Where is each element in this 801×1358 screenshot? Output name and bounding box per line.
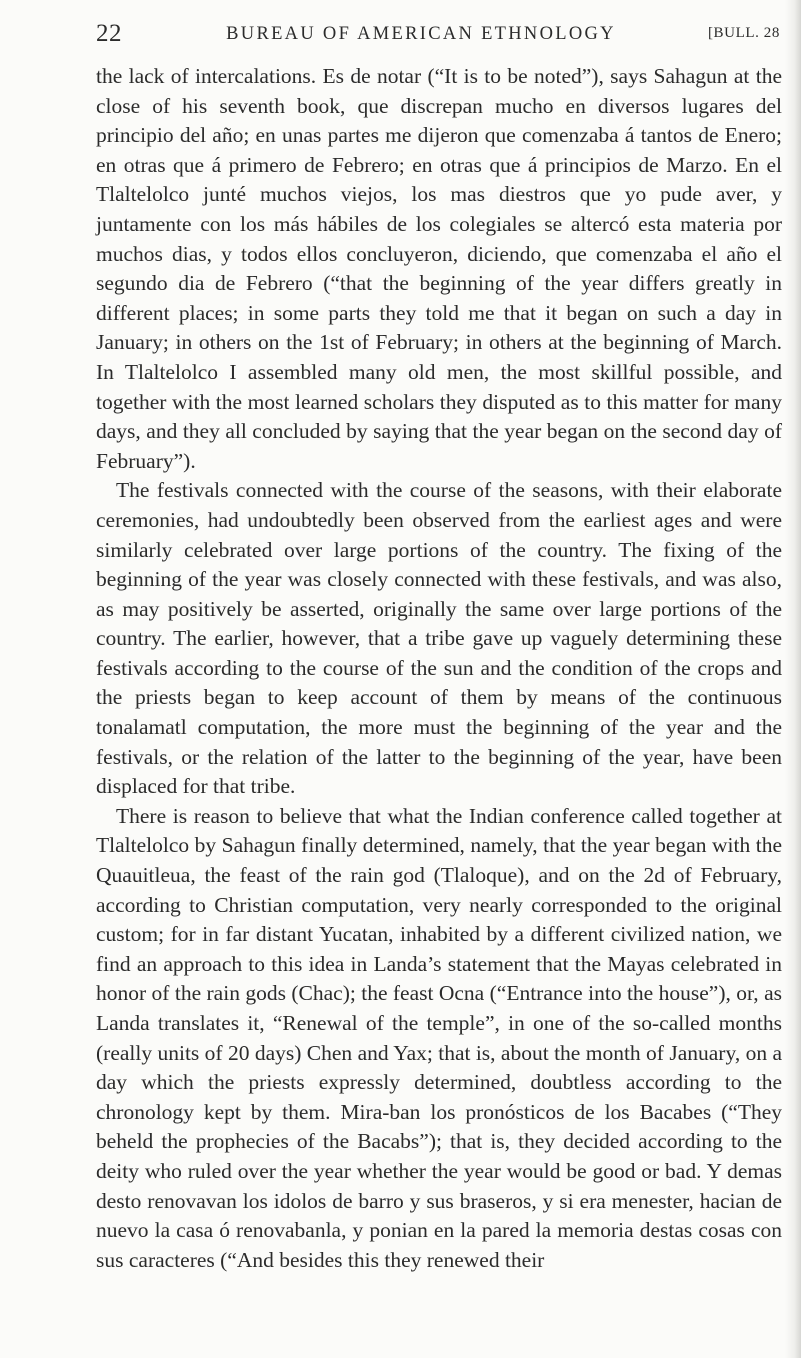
page-number: 22 xyxy=(96,20,122,47)
paragraph-1: the lack of intercalations. Es de notar (“It is to be noted”), says Sahagun at the close of his seventh book, que discrepan mucho en diversos lugares del principio del año; en unas partes me dijeron que comenzaba á tantos de Enero; en otras que á primero de Febrero; en otras que á principios de Marzo. En el Tlaltelolco junté muchos viejos, los mas diestros que yo pude aver, y juntamente con los más hábiles de los colegiales se altercó esta materia por muchos dias, y todos ellos concluyeron, diciendo, que comenzaba el año el segundo dia de Febrero (“that the beginning of the year differs greatly in different places; in some parts they told me that it began on such a day in January; in others on the 1st of February; in others at the beginning of March. In Tlaltelolco I assembled many old men, the most skillful possible, and together with the most learned scholars they disputed as to this matter for many days, and they all concluded by saying that the year began on the second day of February”). xyxy=(96,64,782,473)
paragraph-2: The festivals connected with the course of the seasons, with their elaborate ceremonies, had undoubtedly been observed from the earliest ages and were similarly celebrated over large portions of the country. The fixing of the beginning of the year was closely connected with these festivals, and was also, as may positively be asserted, originally the same over large portions of the country. The earlier, however, that a tribe gave up vaguely determining these festivals according to the course of the sun and the condition of the crops and the priests began to keep account of them by means of the continuous tonalamatl computation, the more must the beginning of the year and the festivals, or the relation of the latter to the beginning of the year, have been displaced for that tribe. xyxy=(96,478,782,799)
page-edge-shadow xyxy=(785,0,801,1358)
journal-title: BUREAU OF AMERICAN ETHNOLOGY xyxy=(226,24,616,44)
paragraph-3: There is reason to believe that what the Indian conference called together at Tlaltelolco by Sahagun finally determined, namely, that the year began with the Quauitleua, the feast of the rain god (Tlaloque), and on the 2d of February, according to Christian computation, very nearly corresponded to the original custom; for in far distant Yucatan, inhabited by a different civilized nation, we find an approach to this idea in Landa’s statement that the Mayas celebrated in honor of the rain gods (Chac); the feast Ocna (“Entrance into the house”), or, as Landa translates it, “Renewal of the temple”, in one of the so-called months (really units of 20 days) Chen and Yax; that is, about the month of January, on a day which the priests expressly determined, doubtless according to the chronology kept by them. Mira-ban los pronósticos de los Bacabes (“They beheld the prophecies of the Bacabs”); that is, they decided according to the deity who ruled over the year whether the year would be good or bad. Y demas desto renovavan los idolos de barro y sus braseros, y si era menester, hacian de nuevo la casa ó renovabanla, y ponian en la pared la memoria destas cosas con sus caracteres (“And besides this they renewed their xyxy=(96,803,782,1272)
bulletin-reference: [BULL. 28 xyxy=(707,25,780,41)
body-text xyxy=(96,62,782,1275)
running-head xyxy=(96,16,780,52)
